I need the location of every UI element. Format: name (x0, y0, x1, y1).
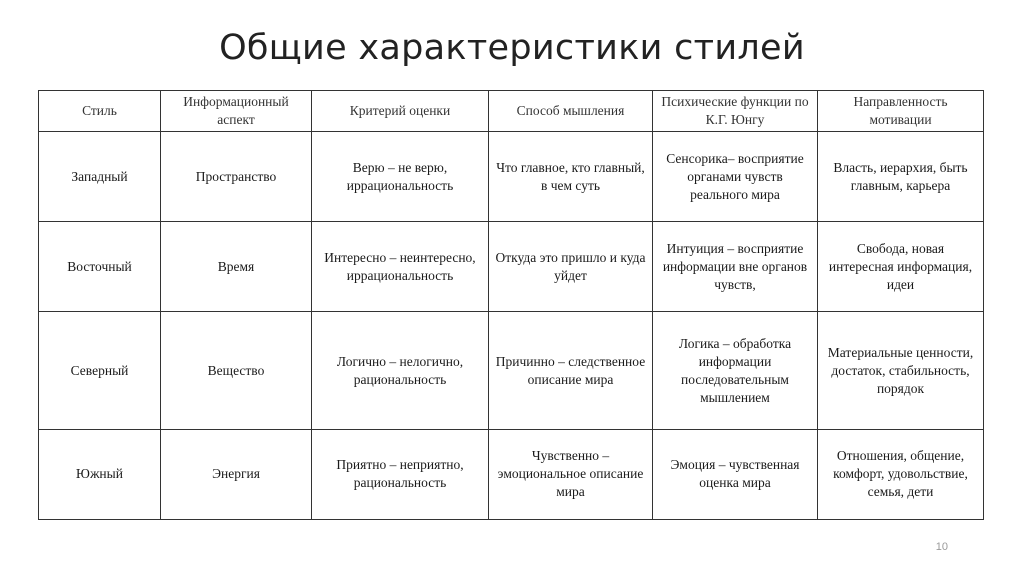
table-cell: Сенсорика– восприятие органами чувств реального мира (653, 132, 818, 222)
table-cell: Логика – обработка информации последовательным мышлением (653, 312, 818, 430)
header-cell-thinking: Способ мышления (489, 91, 653, 132)
table-cell: Пространство (161, 132, 312, 222)
table-cell: Интуиция – восприятие информации вне органов чувств, (653, 222, 818, 312)
table-cell: Западный (39, 132, 161, 222)
table-cell: Логично – нелогично, рациональность (312, 312, 489, 430)
header-cell-style: Стиль (39, 91, 161, 132)
styles-table (38, 90, 984, 520)
table-cell: Власть, иерархия, быть главным, карьера (818, 132, 984, 222)
table-cell: Южный (39, 429, 161, 519)
table-cell: Вещество (161, 312, 312, 430)
table-cell: Отношения, общение, комфорт, удовольствие, семья, дети (818, 429, 984, 519)
table-row (39, 132, 984, 222)
table-cell: Материальные ценности, достаток, стабильность, порядок (818, 312, 984, 430)
page-number: 10 (935, 541, 948, 553)
table-header-row (39, 91, 984, 132)
table-row (39, 429, 984, 519)
table-cell: Приятно – неприятно, рациональность (312, 429, 489, 519)
table-cell: Эмоция – чувственная оценка мира (653, 429, 818, 519)
slide-title: Общие характеристики стилей (219, 28, 805, 68)
table-cell: Откуда это пришло и куда уйдет (489, 222, 653, 312)
header-cell-motivation: Направленность мотивации (818, 91, 984, 132)
table-cell: Что главное, кто главный, в чем суть (489, 132, 653, 222)
table-cell: Северный (39, 312, 161, 430)
table-row (39, 312, 984, 430)
table-row (39, 222, 984, 312)
header-cell-jung-functions: Психические функции по К.Г. Юнгу (653, 91, 818, 132)
header-cell-info-aspect: Информационный аспект (161, 91, 312, 132)
table-cell: Чувственно – эмоциональное описание мира (489, 429, 653, 519)
table-cell: Время (161, 222, 312, 312)
table-cell: Восточный (39, 222, 161, 312)
header-cell-criterion: Критерий оценки (312, 91, 489, 132)
table-cell: Свобода, новая интересная информация, идеи (818, 222, 984, 312)
table-cell: Интересно – неинтересно, иррациональность (312, 222, 489, 312)
table-cell: Верю – не верю, иррациональность (312, 132, 489, 222)
table-cell: Энергия (161, 429, 312, 519)
table-cell: Причинно – следственное описание мира (489, 312, 653, 430)
